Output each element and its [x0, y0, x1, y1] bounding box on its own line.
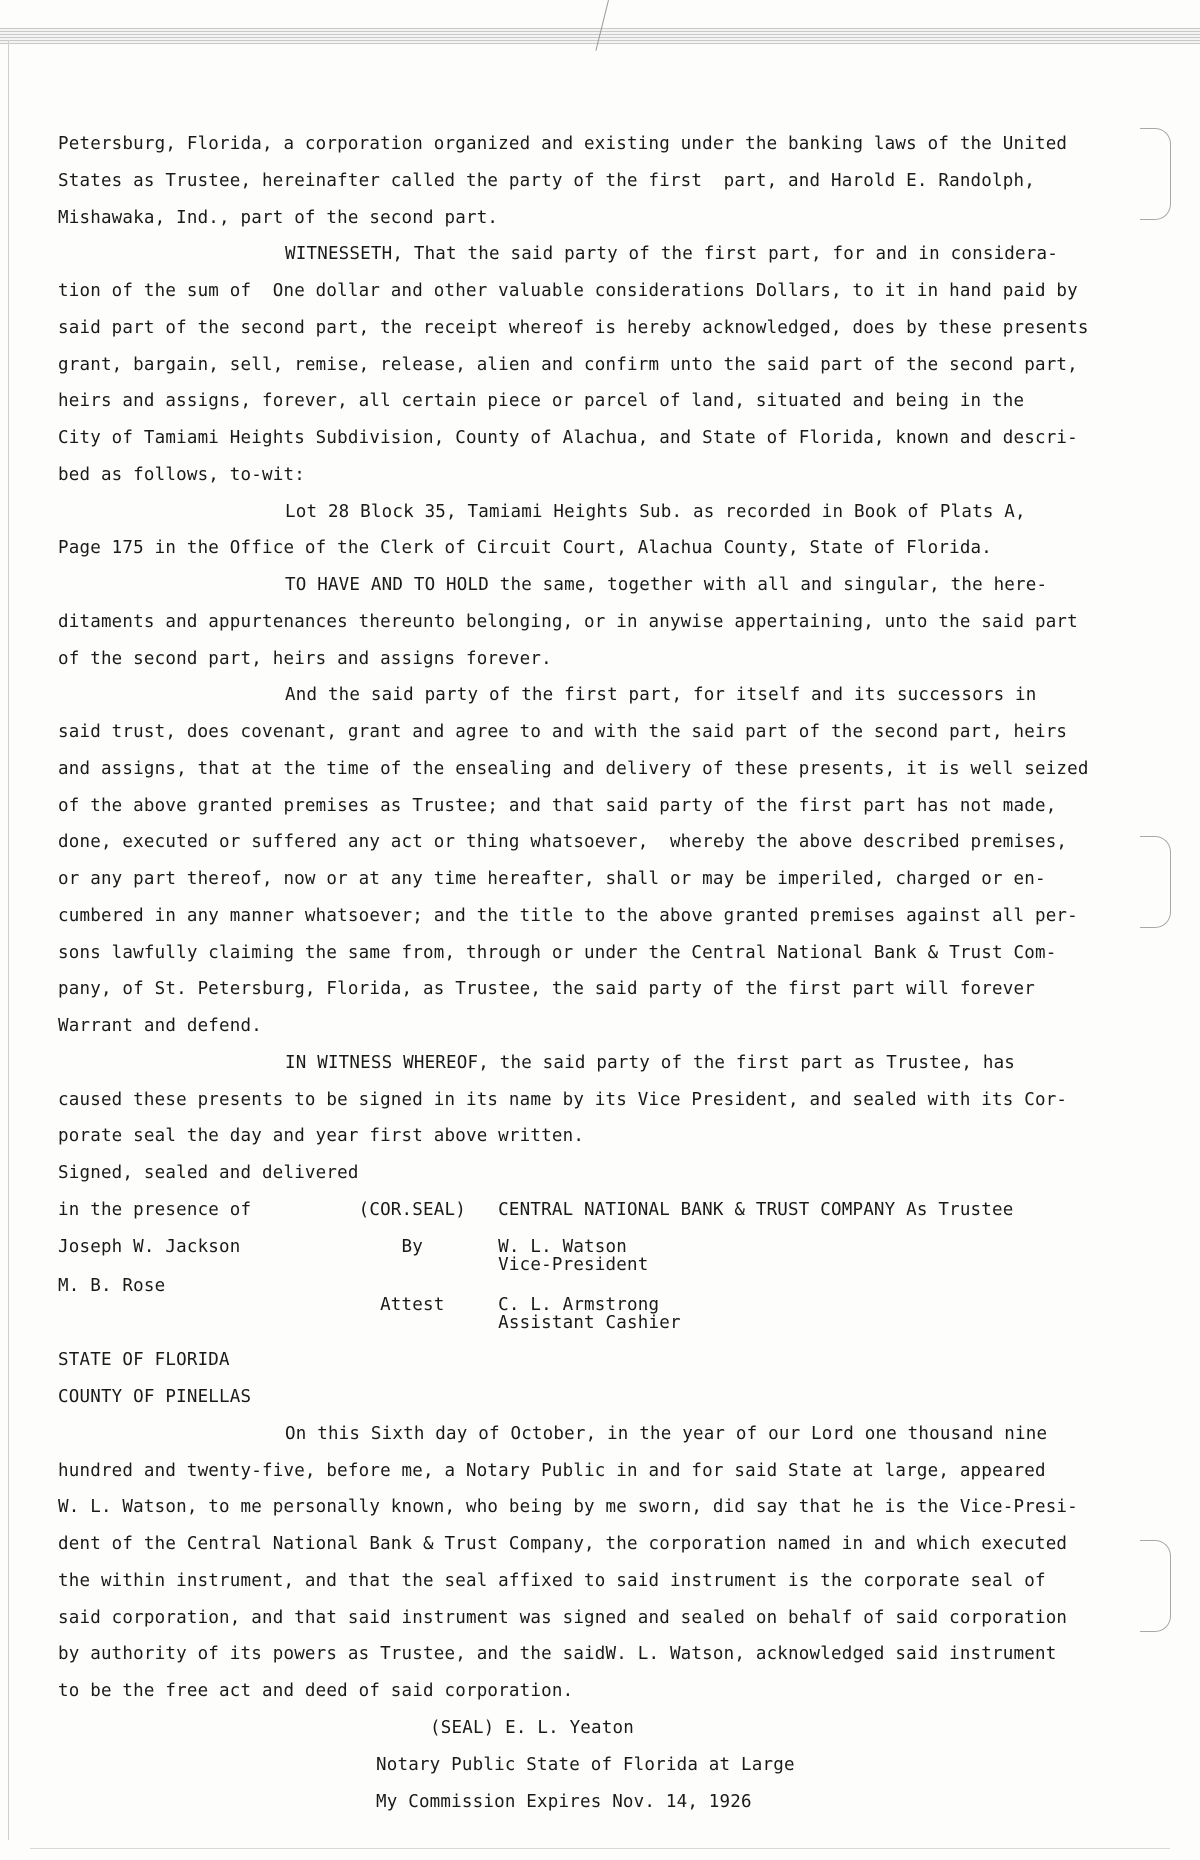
text-line: pany, of St. Petersburg, Florida, as Trustee, the said party of the first part will forever [58, 979, 1035, 999]
text-line: Warrant and defend. [58, 1016, 262, 1036]
state-heading: STATE OF FLORIDA [58, 1350, 230, 1370]
commission-expiry: My Commission Expires Nov. 14, 1926 [376, 1792, 752, 1812]
text-line: said corporation, and that said instrument was signed and sealed on behalf of said corporation [58, 1608, 1068, 1628]
county-heading: COUNTY OF PINELLAS [58, 1387, 252, 1407]
text-line: or any part thereof, now or at any time hereafter, shall or may be imperiled, charged or en- [58, 869, 1046, 889]
text-line: of the second part, heirs and assigns forever. [58, 649, 552, 669]
text-line: of the above granted premises as Trustee; and that said party of the first part has not made, [58, 796, 1057, 816]
text-line: Signed, sealed and delivered [58, 1163, 359, 1183]
text-line: cumbered in any manner whatsoever; and the title to the above granted premises against all per- [58, 906, 1078, 926]
witness-name: M. B. Rose [58, 1276, 166, 1296]
legal-description: Lot 28 Block 35, Tamiami Heights Sub. as recorded in Book of Plats A, [285, 502, 1026, 522]
text-line: grant, bargain, sell, remise, release, alien and confirm unto the said part of the second part, [58, 355, 1078, 375]
notary-title: Notary Public State of Florida at Large [376, 1755, 795, 1775]
text-line: done, executed or suffered any act or thing whatsoever, whereby the above described premises, [58, 832, 1068, 852]
text-line: hundred and twenty-five, before me, a Notary Public in and for said State at large, appeared [58, 1461, 1046, 1481]
text-line: TO HAVE AND TO HOLD the same, together with all and singular, the here- [285, 575, 1048, 595]
text-line: On this Sixth day of October, in the year of our Lord one thousand nine [285, 1424, 1048, 1444]
text-line: States as Trustee, hereinafter called the party of the first part, and Harold E. Randolph, [58, 171, 1035, 191]
text-line: Petersburg, Florida, a corporation organized and existing under the banking laws of the United [58, 134, 1068, 154]
text-line: heirs and assigns, forever, all certain piece or parcel of land, situated and being in the [58, 391, 1025, 411]
text-line: said trust, does covenant, grant and agree to and with the said part of the second part, heirs [58, 722, 1068, 742]
text-line: tion of the sum of One dollar and other valuable considerations Dollars, to it in hand paid by [58, 281, 1078, 301]
text-line: dent of the Central National Bank & Trust Company, the corporation named in and which executed [58, 1534, 1068, 1554]
text-line: and assigns, that at the time of the ensealing and delivery of these presents, it is well seized [58, 759, 1089, 779]
text-line: porate seal the day and year first above written. [58, 1126, 585, 1146]
signature-block-header: in the presence of (COR.SEAL) CENTRAL NATIONAL BANK & TRUST COMPANY As Trustee [58, 1200, 1014, 1220]
notary-seal-line: (SEAL) E. L. Yeaton [430, 1718, 634, 1738]
text-line: WITNESSETH, That the said party of the first part, for and in considera- [285, 244, 1058, 264]
attest-line: Attest C. L. Armstrong [58, 1295, 660, 1315]
text-line: ditaments and appurtenances thereunto belonging, or in anywise appertaining, unto the said part [58, 612, 1078, 632]
text-line: W. L. Watson, to me personally known, who being by me sworn, did say that he is the Vice-Presi- [58, 1497, 1078, 1517]
signature-line: Joseph W. Jackson By W. L. Watson [58, 1237, 628, 1257]
text-line: City of Tamiami Heights Subdivision, County of Alachua, and State of Florida, known and descri- [58, 428, 1078, 448]
text-line: IN WITNESS WHEREOF, the said party of the first part as Trustee, has [285, 1053, 1016, 1073]
text-line: to be the free act and deed of said corporation. [58, 1681, 574, 1701]
text-line: Mishawaka, Ind., part of the second part. [58, 208, 499, 228]
text-line: caused these presents to be signed in its name by its Vice President, and sealed with its Cor- [58, 1090, 1068, 1110]
text-line: said part of the second part, the receipt whereof is hereby acknowledged, does by these presents [58, 318, 1089, 338]
text-line: by authority of its powers as Trustee, and the saidW. L. Watson, acknowledged said instrument [58, 1644, 1057, 1664]
text-line: And the said party of the first part, for itself and its successors in [285, 685, 1037, 705]
attest-title: Assistant Cashier [58, 1313, 681, 1333]
text-line: Page 175 in the Office of the Clerk of Circuit Court, Alachua County, State of Florida. [58, 538, 993, 558]
text-line: bed as follows, to-wit: [58, 465, 305, 485]
text-line: sons lawfully claiming the same from, through or under the Central National Bank & Trust Com- [58, 943, 1057, 963]
signature-title: Vice-President [58, 1255, 649, 1275]
text-line: the within instrument, and that the seal affixed to said instrument is the corporate seal of [58, 1571, 1046, 1591]
